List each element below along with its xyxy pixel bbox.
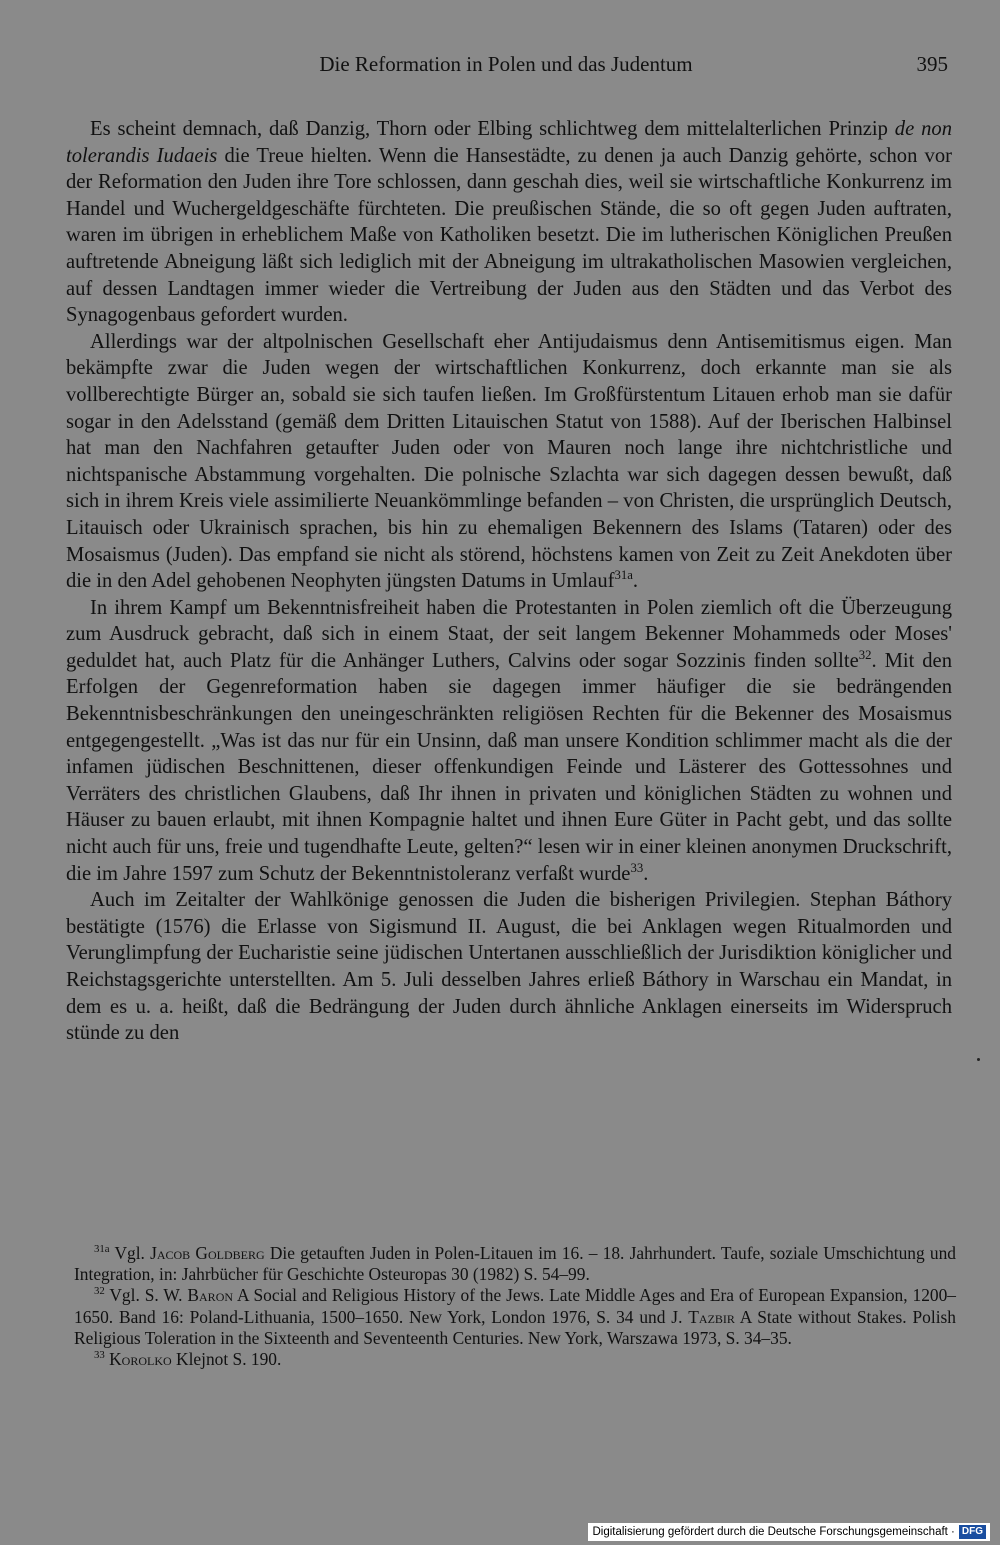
paragraph-4: Auch im Zeitalter der Wahlkönige genossen die Juden die bisherigen Privilegien. Stephan Báthory bestätigte (1576) die Erlasse von Sigismund II. August, die bei Anklagen wegen Ritualmorden und Verunglimpfung der Eucharistie seine jüdischen Untertanen ausschließlich der Jurisdiktion königlicher und Reichstagsgerichte unterstellten. Am 5. Juli desselben Jahres erließ Báthory in Warschau ein Mandat, in dem es u. a. heißt, daß die Bedrängung der Juden durch ähnliche Anklagen einerseits im Widerspruch stünde zu den [66, 889, 952, 1045]
dfg-credit [588, 1523, 990, 1541]
credit-text: Digitalisierung gefördert durch die Deutsche Forschungsgemeinschaft · [592, 1526, 955, 1538]
main-text [66, 116, 952, 1047]
footnote-ref-32[interactable]: 32 [858, 648, 872, 663]
footnote-32: $^{32}$ Vgl. S. W. Baron A Social and Religious History of the Jews. Late Middle Ages and Era of European Expansion, 1200–1650. Band 16: Poland-Lithuania, 1500–1650. New York, London 1976, S. 34 und J. Tazbir A State without Stakes. Polish Religious Toleration in the Sixteenth and Seventeenth Centuries. New York, Warszawa 1973, S. 34–35. [74, 1285, 956, 1348]
author-name: Baron [187, 1285, 234, 1306]
footnote-ref-33[interactable]: 33 [630, 860, 644, 875]
scan-speck [977, 1058, 980, 1061]
footnotes [74, 1243, 956, 1370]
footnote-33: $^{33}$ Korolko Klejnot S. 190. [94, 1349, 282, 1370]
running-title: Die Reformation in Polen und das Judentum [319, 52, 693, 76]
paragraph-2: Allerdings war der altpolnischen Gesellschaft eher Antijudaismus denn Antisemitismus eigen. Man bekämpfte zwar die Juden wegen der wirtschaftlichen Konkurrenz, doch erkannte man sie als vollberechtigte Bürger an, sobald sie sich taufen ließen. Im Großfürstentum Litauen erhob man sie dafür sogar in den Adelsstand (gemäß dem Dritten Litauischen Statut von 1588). Auf der Iberischen Halbinsel hat man den Nachfahren getaufter Juden oder von Mauren noch lange ihre nichtchristliche und nichtspanische Abstammung vorgehalten. Die polnische Szlachta war sich dagegen dessen bewußt, daß sich in ihrem Kreis viele assimilierte Neuankömmlinge befanden – von Christen, die ursprünglich Deutsch, Litauisch oder Ukrainisch sprachen, bis hin zu ehemaligen Bekennern des Islams (Tataren) oder des Mosaismus (Juden). Das empfand sie nicht als störend, höchstens kamen von Zeit zu Zeit Anekdoten über die in den Adel gehobenen Neophyten jüngsten Datums in Umlauf$^{31a}$. [66, 330, 952, 593]
author-name: Jacob Goldberg [150, 1243, 265, 1263]
running-header [0, 52, 1000, 82]
dfg-logo-icon[interactable]: DFG [959, 1525, 986, 1539]
footnote-ref-31a[interactable]: 31a [614, 568, 633, 583]
author-name: Tazbir [688, 1306, 735, 1327]
footnote-mark: 33 [94, 1349, 105, 1362]
footnote-31a: $^{31a}$ Vgl. Jacob Goldberg Die getauften Juden in Polen-Litauen im 16. – 18. Jahrhundert. Taufe, soziale Umschichtung und Integration, in: Jahrbücher für Geschichte Osteuropas 30 (1982) S. 54–99. [74, 1243, 956, 1285]
paragraph-3: In ihrem Kampf um Bekenntnisfreiheit haben die Protestanten in Polen ziemlich oft die Überzeugung zum Ausdruck gebracht, daß sich in einem Staat, der seit langem Bekenner Mohammeds oder Moses' geduldet hat, auch Platz für die Anhänger Luthers, Calvins oder sogar Sozzinis finden sollte$^{32}$. Mit den Erfolgen der Gegenreformation haben sie dagegen immer häufiger die sie bedrängenden Bekenntnisbeschränkungen den uneingeschränkten religiösen Rechten für die Bekenner des Mosaismus entgegengestellt. „Was ist das nur für ein Unsinn, daß man unsere Kondition schlimmer macht als die der infamen jüdischen Beschnittenen, dieser offenkundigen Feinde und Lästerer des Gottessohnes und Verräters des christlichen Glaubens, daß Ihr ihnen in privaten und königlichen Städten zu wohnen und Häuser zu bauen erlaubt, mit ihnen Kompagnie haltet und ihnen Eure Güter in Pacht gebt, und das sollte nicht auch für uns, freie und tugendhafte Leute, gelten?“ lesen wir in einer kleinen anonymen Druckschrift, die im Jahre 1597 zum Schutz der Bekenntnistoleranz verfaßt wurde$^{33}$. [66, 596, 952, 885]
footnote-mark: 32 [94, 1285, 105, 1298]
paragraph-1: Es scheint demnach, daß Danzig, Thorn oder Elbing schlichtweg dem mittelalterlichen Prinzip de non tolerandis Iudaeis die Treue hielten. Wenn die Hansestädte, zu denen ja auch Danzig gehörte, schon vor der Reformation den Juden ihre Tore schlossen, dann geschah dies, weil sie wirtschaftliche Konkurrenz im Handel und Wuchergeldgeschäfte fürchteten. Die preußischen Stände, die so oft gegen Juden auftraten, waren im übrigen in erheblichem Maße von Katholiken besetzt. Die im lutherischen Königlichen Preußen auftretende Abneigung läßt sich lediglich mit der Abneigung im ultrakatholischen Masowien vergleichen, auf dessen Landtagen immer wieder die Vertreibung der Juden aus den Städten und das Verbot des Synagogenbaus gefordert wurden. [66, 118, 952, 327]
page-number: 395 [916, 52, 948, 76]
footnote-mark: 31a [94, 1243, 110, 1256]
author-name: Korolko [109, 1349, 172, 1370]
latin-phrase: de non tolerandis Iudaeis [66, 118, 952, 167]
